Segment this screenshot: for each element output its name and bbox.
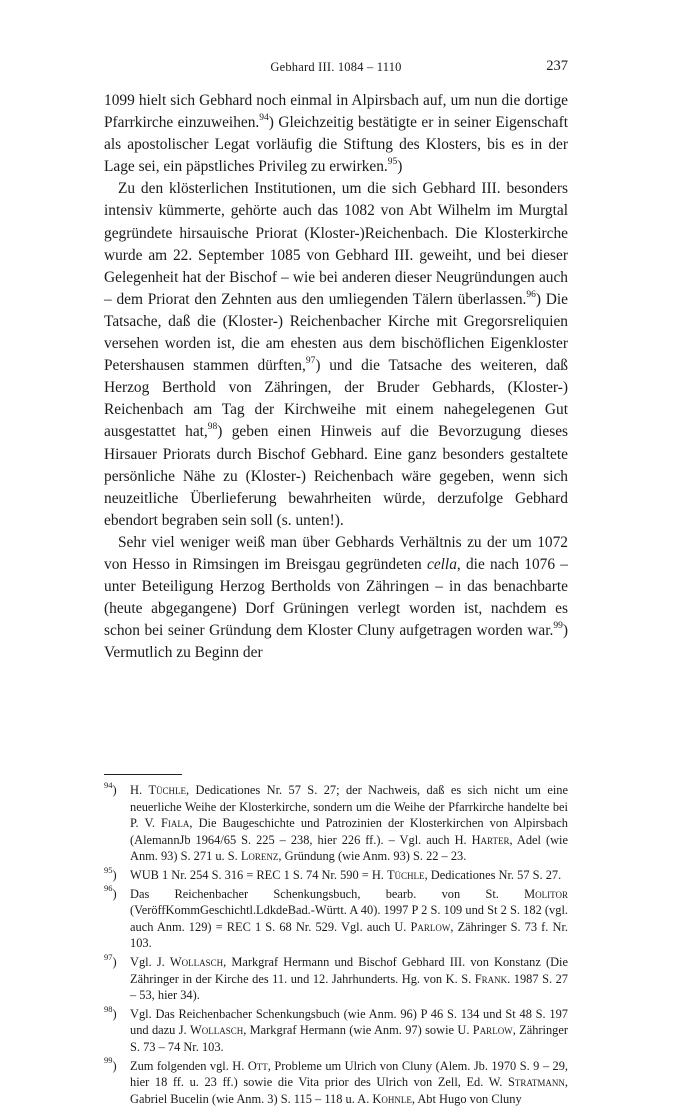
footnote-marker: $^{95}$) <box>104 864 117 882</box>
footnote-ref[interactable]: 95 <box>387 157 398 168</box>
author-name: Wollasch <box>169 954 224 969</box>
emphasis: cella <box>426 555 457 573</box>
main-text <box>104 90 568 664</box>
author-name: Fiala <box>161 816 190 831</box>
footnote-marker: $^{98}$) <box>104 1003 117 1021</box>
author-name: Stratmann <box>507 1075 565 1090</box>
footnote: $^{95}$) WUB 1 Nr. 254 S. 316 = REC 1 S. 74 Nr. 590 = H. Tüchle, Dedicationes Nr. 57 S. 27. <box>104 864 562 882</box>
author-name: Molitor <box>524 886 568 901</box>
footnote-marker: $^{96}$) <box>104 883 117 901</box>
footnote-ref[interactable]: 99 <box>553 621 563 632</box>
paragraph: Zu den klösterlichen Institutionen, um die sich Gebhard III. besonders intensiv kümmerte, gehörte auch das 1082 von Abt Wilhelm im Murgtal gegründete hirsauische Priorat (Kloster-)Reichenbach. Die Klosterkirche wurde am 22. September 1085 von Gebhard III. geweiht, und bei dieser Gelegenheit hat der Bischof – wie bei anderen dieser Neugründungen auch – dem Priorat den Zehnten aus den umliegenden Tälern überlassen.$^{96}$) Die Tatsache, daß die (Kloster-) Reichenbacher Kirche mit Gregorsreliquien versehen worden ist, die am ehesten aus dem bischöflichen Eigenkloster Petershausen stammen dürften,$^{97}$) und die Tatsache des weiteren, daß Herzog Berthold von Zähringen, der Bruder Gebhards, (Kloster-) Reichenbach am Tag der Kirchweihe mit einem nahegelegenen Gut ausgestattet hat,$^{98}$) geben einen Hinweis auf die Bevorzugung dieses Hirsauer Priorats durch Bischof Gebhard. Eine ganz besonders gestaltete persönliche Nähe zu (Kloster-) Reichenbach wäre gegeben, wenn sich neuzeitliche Überlieferung bewahrheiten würde, derzufolge Gebhard ebendort begraben sein soll (s. unten!). <box>104 180 569 529</box>
footnote-marker: $^{99}$) <box>104 1055 117 1073</box>
footnote-ref[interactable]: 97 <box>305 356 316 366</box>
footnotes <box>104 779 568 1109</box>
author-name: Parlow <box>472 1023 513 1038</box>
author-name: Tüchle <box>386 867 425 882</box>
footnote: $^{98}$) Vgl. Das Reichenbacher Schenkungsbuch (wie Anm. 96) P 46 S. 134 und St 48 S. 197 und dazu J. Wollasch, Markgraf Hermann (wie Anm. 97) sowie U. Parlow, Zähringer S. 73 – 74 Nr. 103. <box>104 1003 568 1054</box>
footnote: $^{94}$) H. Tüchle, Dedicationes Nr. 57 S. 27; der Nachweis, daß es sich nicht um eine neuerliche Weihe der Klosterkirche, sondern um die Weihe der Pfarrkirche handelte bei P. V. Fiala, Die Baugeschichte und Patrozinien der Klosterkirchen von Alpirsbach (AlemannJb 1964/65 S. 225 – 238, hier 226 ff.). – Vgl. auch H. Harter, Adel (wie Anm. 93) S. 271 u. S. Lorenz, Gründung (wie Anm. 93) S. 22 – 23. <box>104 779 568 864</box>
footnote-marker: $^{97}$) <box>104 951 117 969</box>
author-name: Kohnle <box>372 1091 412 1106</box>
author-name: Ott <box>247 1058 268 1073</box>
author-name: Parlow <box>410 919 451 934</box>
footnote: $^{96}$) Das Reichenbacher Schenkungsbuch, bearb. von St. Molitor (VeröffKommGeschichtl.LdkdeBad.-Württ. A 40). 1997 P 2 S. 109 und St 2 S. 182 (vgl. auch Anm. 129) = REC 1 S. 68 Nr. 529. Vgl. auch U. Parlow, Zähringer S. 73 f. Nr. 103. <box>104 883 568 951</box>
author-name: Frank <box>474 971 508 986</box>
footnote-ref[interactable]: 96 <box>526 289 536 300</box>
footnote: $^{97}$) Vgl. J. Wollasch, Markgraf Hermann und Bischof Gebhard III. von Konstanz (Die Zähringer in der Kirche des 11. und 12. Jahrhunderts. Hg. von K. S. Frank. 1987 S. 27 – 53, hier 34). <box>104 951 568 1003</box>
footnote: $^{99}$) Zum folgenden vgl. H. Ott, Probleme um Ulrich von Cluny (Alem. Jb. 1970 S. 9 – 29, hier 18 ff. u. 23 ff.) sowie die Vita prior des Ulrich von Zell, Ed. W. Stratmann, Gabriel Bucelin (wie Anm. 3) S. 115 – 118 u. A. Kohnle, Abt Hugo von Cluny <box>104 1055 568 1106</box>
author-name: Harter <box>471 832 510 847</box>
author-name: Tüchle <box>148 783 187 797</box>
footnote-rule <box>104 774 182 775</box>
author-name: Lorenz <box>240 849 279 864</box>
paragraph: 1099 hielt sich Gebhard noch einmal in Alpirsbach auf, um nun die dortige Pfarrkirche einzuweihen.$^{94}$) Gleichzeitig bestätigte er in seiner Eigenschaft als apostolischer Legat vorläufig die Stiftung des Klosters, bis es in der Lage sei, ein päpstliches Privileg zu erwirken.$^{95}$) <box>104 92 568 176</box>
paragraph: Sehr viel weniger weiß man über Gebhards Verhältnis zu der um 1072 von Hesso in Rimsingen im Breisgau gegründeten cella, die nach 1076 – unter Beteiligung Herzog Bertholds von Zähringen – in das benachbarte (heute abgegangene) Dorf Grüningen verlegt worden ist, nachdem es schon bei seiner Gründung dem Kloster Cluny aufgetragen worden war.$^{99}$) Vermutlich zu Beginn der <box>104 533 568 662</box>
footnote-marker: $^{94}$) <box>104 779 117 797</box>
footnote-ref[interactable]: 94 <box>259 112 269 123</box>
footnote-ref[interactable]: 98 <box>207 422 218 433</box>
author-name: Wollasch <box>190 1023 244 1038</box>
page-header <box>104 58 568 80</box>
page-number: 237 <box>546 58 568 74</box>
running-title: Gebhard III. 1084 – 1110 <box>270 60 402 74</box>
